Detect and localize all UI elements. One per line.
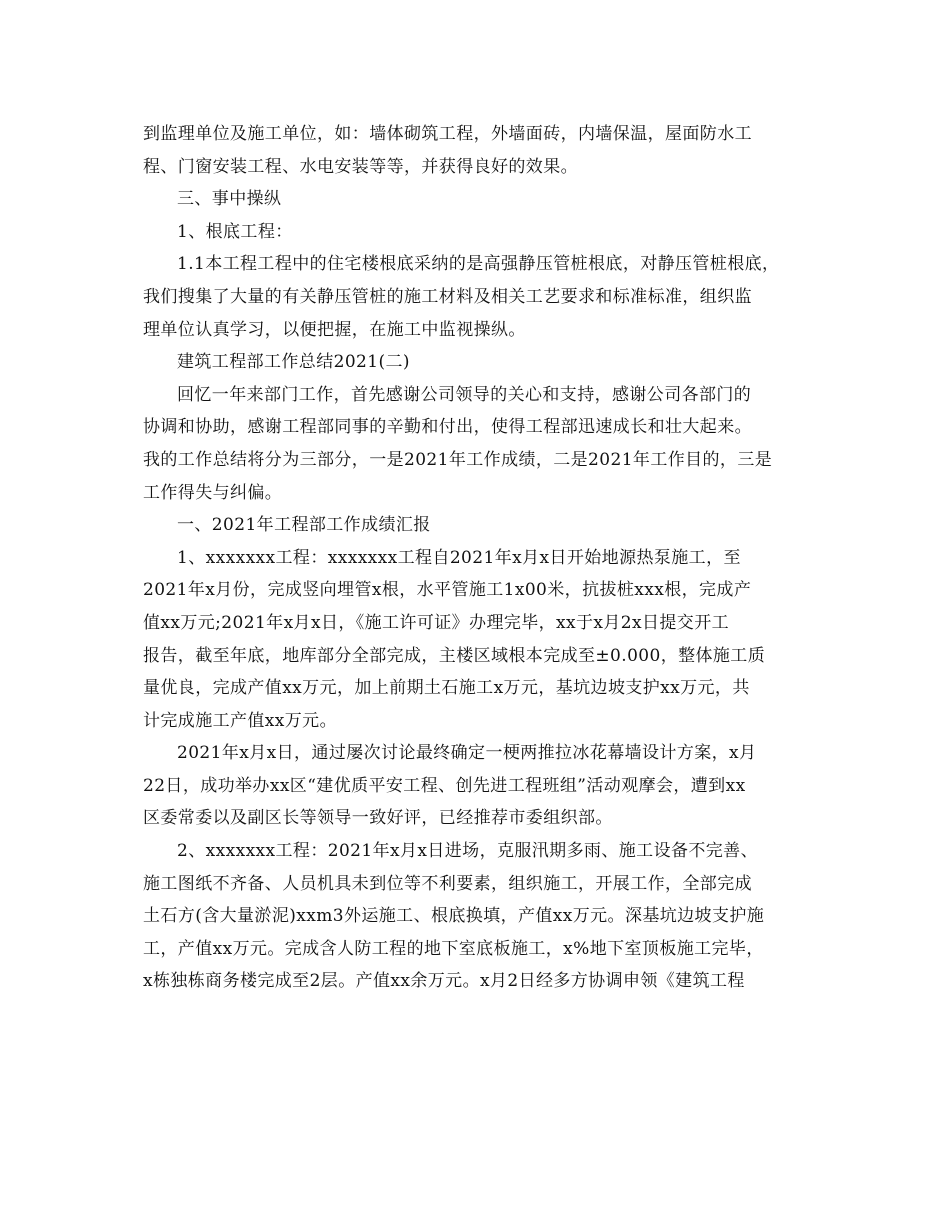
text-line: 1、xxxxxxx工程：xxxxxxx工程自2021年x月x日开始地源热泵施工，至 <box>177 547 741 568</box>
text-line: 2021年x月x日，通过屡次讨论最终确定一梗两推拉冰花幕墙设计方案，x月 <box>177 743 757 764</box>
text-line: 土石方(含大量淤泥)xxm3外运施工、根底换填，产值xx万元。深基坑边坡支护施 <box>143 906 765 927</box>
text-line: 程、门窗安装工程、水电安装等等，并获得良好的效果。 <box>143 156 578 177</box>
text-line: 理单位认真学习，以便把握，在施工中监视操纵。 <box>143 319 526 340</box>
document-body <box>143 118 823 998</box>
text-line: 一、2021年工程部工作成绩汇报 <box>177 515 431 536</box>
text-line: 我的工作总结将分为三部分，一是2021年工作成绩，二是2021年工作目的，三是 <box>143 449 773 470</box>
text-line: 协调和协助，感谢工程部同事的辛勤和付出，使得工程部迅速成长和壮大起来。 <box>143 417 752 438</box>
text-line: 量优良，完成产值xx万元，加上前期土石施工x万元，基坑边坡支护xx万元，共 <box>143 678 750 699</box>
text-line: 计完成施工产值xx万元。 <box>143 710 337 731</box>
text-line: x栋独栋商务楼完成至2层。产值xx余万元。x月2日经多方协调申领《建筑工程 <box>143 971 745 992</box>
text-line: 工，产值xx万元。完成含人防工程的地下室底板施工，x%地下室顶板施工完毕， <box>143 938 764 959</box>
text-line: 值xx万元;2021年x月x日，《施工许可证》办理完毕，xx于x月2x日提交开工 <box>143 612 730 633</box>
text-line: 施工图纸不齐备、人员机具未到位等不利要素，组织施工，开展工作，全部完成 <box>143 873 752 894</box>
text-line: 1.1本工程工程中的住宅楼根底采纳的是高强静压管桩根底，对静压管桩根底， <box>177 254 780 275</box>
text-line: 到监理单位及施工单位，如：墙体砌筑工程，外墙面砖，内墙保温，屋面防水工 <box>143 124 752 144</box>
text-line: 区委常委以及副区长等领导一致好评，已经推荐市委组织部。 <box>143 808 613 829</box>
text-line: 我们搜集了大量的有关静压管桩的施工材料及相关工艺要求和标准标准，组织监 <box>143 286 752 307</box>
text-line: 三、事中操纵 <box>177 189 282 210</box>
text-line: 1、根底工程： <box>177 221 293 242</box>
text-line: 报告，截至年底，地库部分全部完成，主楼区域根本完成至±0.000，整体施工质 <box>143 645 766 666</box>
text-line: 22日，成功举办xx区“建优质平安工程、创先进工程班组”活动观摩会，遭到xx <box>143 775 746 796</box>
text-line: 工作得失与纠偏。 <box>143 482 283 503</box>
text-line: 建筑工程部工作总结2021(二) <box>177 352 410 373</box>
text-line: 回忆一年来部门工作，首先感谢公司领导的关心和支持，感谢公司各部门的 <box>177 384 752 405</box>
text-line: 2、xxxxxxx工程：2021年x月x日进场，克服汛期多雨、施工设备不完善、 <box>177 841 758 862</box>
text-line: 2021年x月份，完成竖向埋管x根，水平管施工1x00米，抗拔桩xxx根，完成产 <box>143 580 752 601</box>
